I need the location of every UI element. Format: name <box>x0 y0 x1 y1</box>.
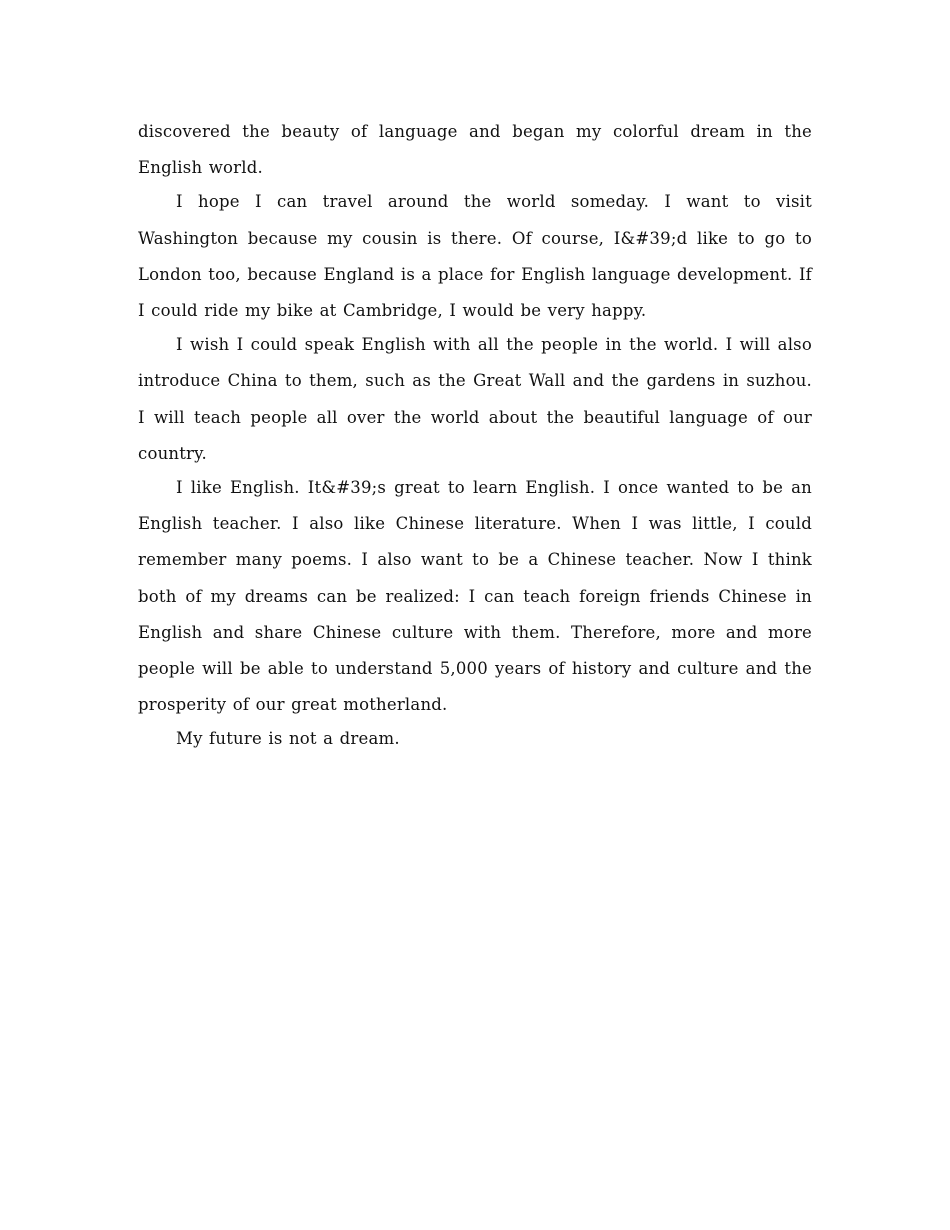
paragraph-like-english: I like English. It&#39;s great to learn English. I once wanted to be an English teacher. I also like Chinese literature. When I was little, I could remember many poems. I also want to be a Chinese teacher. Now I think both of my dreams can be realized: I can teach foreign friends Chinese in English and share Chinese culture with them. Therefore, more and more people will be able to understand 5,000 years of history and culture and the prosperity of our great motherland. <box>138 478 812 715</box>
paragraph-speak-english: I wish I could speak English with all the people in the world. I will also introduce China to them, such as the Great Wall and the gardens in suzhou. I will teach people all over the world about the beautiful language of our country. <box>138 335 812 463</box>
paragraph-conclusion: My future is not a dream. <box>176 729 400 749</box>
paragraph-travel: I hope I can travel around the world someday. I want to visit Washington because my cousin is there. Of course, I&#39;d like to go to London too, because England is a place for English language development. If I could ride my bike at Cambridge, I would be very happy. <box>138 192 812 321</box>
paragraph-continued: discovered the beauty of language and began my colorful dream in the English world. <box>138 122 812 178</box>
document-body <box>138 114 812 756</box>
